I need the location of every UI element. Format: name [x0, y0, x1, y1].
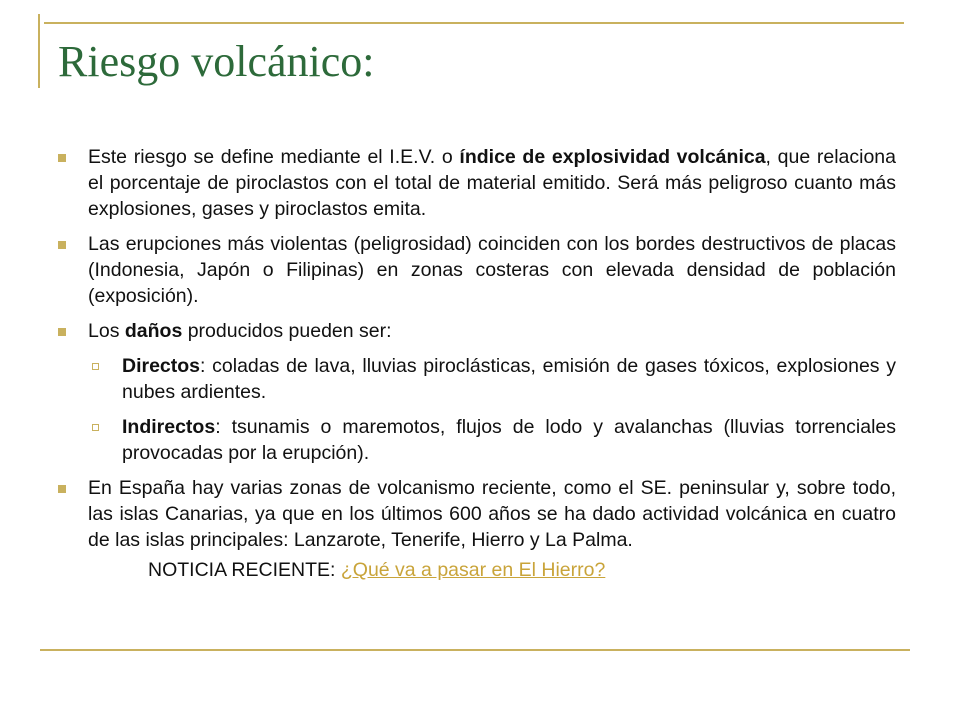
square-bullet-icon	[58, 485, 66, 493]
recent-news	[54, 557, 896, 583]
bullet-text: , que relaciona el porcentaje de piroclastos con el total de material emitido. Será más peligroso cuanto más explosiones, gases y piroclastos emita.	[88, 146, 896, 220]
left-rule	[38, 14, 40, 88]
bullet-iev	[54, 144, 896, 222]
top-rule	[44, 22, 904, 24]
square-bullet-icon	[58, 328, 66, 336]
slide-title: Riesgo volcánico:	[58, 37, 375, 86]
news-link[interactable]: ¿Qué va a pasar en El Hierro?	[340, 559, 606, 581]
bullet-bold-text: índice de explosividad volcánica	[459, 146, 766, 168]
news-label: NOTICIA RECIENTE:	[148, 559, 341, 581]
hollow-square-bullet-icon	[92, 424, 99, 431]
sub-bullet-text: : coladas de lava, lluvias piroclásticas, emisión de gases tóxicos, explosiones y nubes ardientes.	[122, 355, 896, 403]
bullet-spain	[54, 475, 896, 553]
hollow-square-bullet-icon	[92, 363, 99, 370]
bullet-text: Los	[88, 320, 125, 342]
square-bullet-icon	[58, 154, 66, 162]
bottom-rule	[40, 649, 910, 651]
bullet-text: Las erupciones más violentas (peligrosidad) coinciden con los bordes destructivos de placas (Indonesia, Japón o Filipinas) en zonas costeras con elevada densidad de población (exposición).	[88, 233, 896, 307]
sub-bullet-bold-text: Directos	[122, 355, 201, 377]
slide-body	[54, 144, 896, 583]
bullet-text: producidos pueden ser:	[182, 320, 392, 342]
sub-bullet-direct	[88, 353, 896, 405]
bullet-text: En España hay varias zonas de volcanismo reciente, como el SE. peninsular y, sobre todo, las islas Canarias, ya que en los últimos 600 años se ha dado actividad volcánica en cuatro de las islas principales: Lanzarote, Tenerife, Hierro y La Palma.	[88, 477, 896, 551]
bullet-bold-text: daños	[124, 320, 183, 342]
sub-bullet-indirect	[88, 414, 896, 466]
square-bullet-icon	[58, 241, 66, 249]
bullet-violent-eruptions	[54, 231, 896, 309]
sub-bullet-text: : tsunamis o maremotos, flujos de lodo y avalanchas (lluvias torrenciales provocadas por la erupción).	[122, 416, 896, 464]
bullet-damages	[54, 318, 896, 344]
sub-bullet-bold-text: Indirectos	[122, 416, 216, 438]
bullet-text: Este riesgo se define mediante el I.E.V. o	[88, 146, 460, 168]
